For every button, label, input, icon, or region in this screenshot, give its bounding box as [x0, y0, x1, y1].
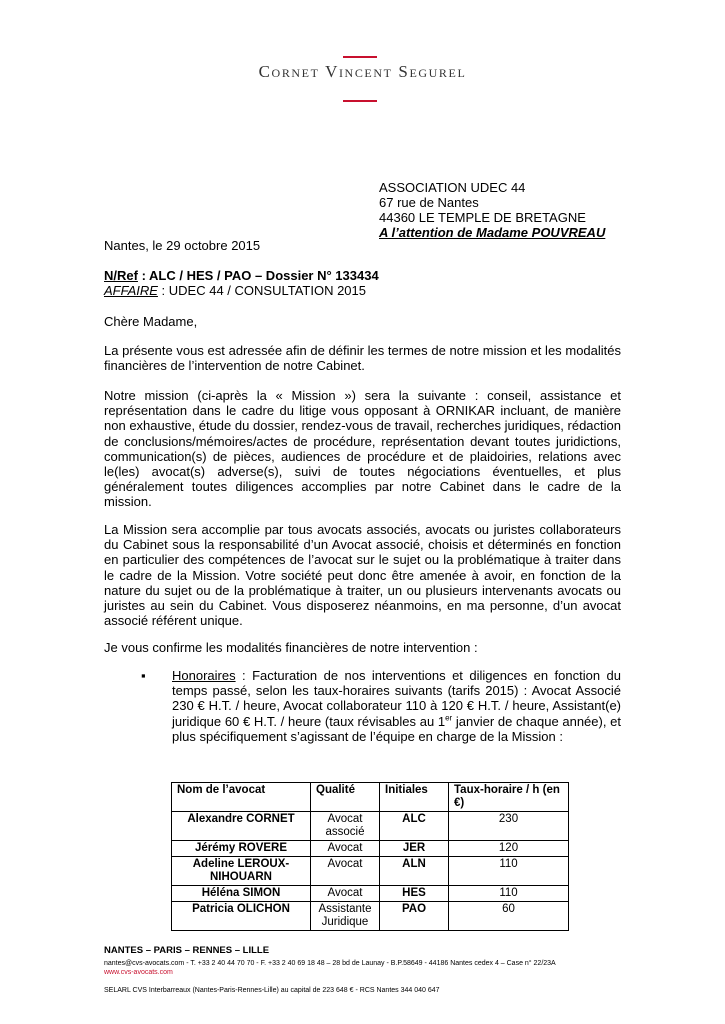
logo-top-rule [343, 56, 377, 58]
bullet-marker: ▪ [141, 668, 146, 683]
cell-qualite: Assistante Juridique [311, 902, 380, 931]
affaire-value: : UDEC 44 / CONSULTATION 2015 [157, 283, 366, 298]
cell-initiales: ALC [380, 812, 449, 841]
cell-initiales: ALN [380, 857, 449, 886]
ref-label: N/Ref [104, 268, 138, 283]
table-row [172, 857, 569, 886]
cell-name: Héléna SIMON [172, 886, 311, 902]
fees-sup: er [445, 713, 453, 723]
table-row [172, 841, 569, 857]
table-row [172, 902, 569, 931]
table-header-row [172, 783, 569, 812]
date-line: Nantes, le 29 octobre 2015 [104, 238, 261, 253]
cell-taux: 110 [449, 857, 569, 886]
cell-initiales: JER [380, 841, 449, 857]
recipient-address [379, 180, 605, 240]
footer-website-link[interactable]: www.cvs-avocats.com [104, 969, 173, 976]
ref-value: : ALC / HES / PAO – Dossier N° 133434 [137, 268, 379, 283]
logo-bottom-rule [343, 100, 377, 102]
reference-line [104, 268, 379, 283]
fees-text-a: : Facturation de nos interventions et diligences en fonction du temps passé, selon les taux-horaires suivants (tarifs 2015) : Avocat Associé 230 € H.T. / heure, Avocat collaborateur 110 à 120 € H.T. / heure, Assistant(e) juridique 60 € H.T. / heure (taux révisables au 1 [172, 668, 621, 729]
header-taux: Taux-horaire / h (en €) [449, 783, 569, 812]
cell-name: Jérémy ROVERE [172, 841, 311, 857]
salutation: Chère Madame, [104, 314, 198, 329]
header-initiales: Initiales [380, 783, 449, 812]
cell-name: Adeline LEROUX-NIHOUARN [172, 857, 311, 886]
cell-initiales: HES [380, 886, 449, 902]
firm-logo: Cornet Vincent Segurel [258, 62, 467, 81]
paragraph-2: Notre mission (ci-après la « Mission ») sera la suivante : conseil, assistance et représentation dans le cadre du litige vous opposant à ORNIKAR incluant, de manière non exhaustive, étude du dossier, rendez-vous de travail, recherches juridiques, rédaction de conclusions/mémoires/actes de procédure, représentation devant toutes juridictions, communication(s) de pièces, audiences de procédure et de plaidoiries, relations avec le(les) avocat(s) adverse(s), suivi de toutes négociations éventuelles, et plus généralement toutes diligences accomplies par notre Cabinet dans le cadre de la mission. [104, 388, 621, 510]
fees-paragraph [172, 668, 621, 744]
fees-text-b: janvier de chaque année), et plus spécifiquement s’agissant de l’équipe en charge de la Mission : [172, 713, 621, 744]
table-row [172, 886, 569, 902]
cell-qualite: Avocat [311, 841, 380, 857]
footer-contact: nantes@cvs-avocats.com - T. +33 2 40 44 70 70 - F. +33 2 40 69 18 48 – 28 bd de Launay - B.P.58649 - 44186 Nantes cedex 4 – Case n° 22/23A [104, 960, 556, 967]
paragraph-4: Je vous confirme les modalités financières de notre intervention : [104, 640, 478, 655]
table-row [172, 812, 569, 841]
footer-cities: NANTES – PARIS – RENNES – LILLE [104, 945, 270, 956]
header-qualite: Qualité [311, 783, 380, 812]
cell-name: Alexandre CORNET [172, 812, 311, 841]
cell-name: Patricia OLICHON [172, 902, 311, 931]
cell-qualite: Avocat associé [311, 812, 380, 841]
cell-taux: 60 [449, 902, 569, 931]
cell-qualite: Avocat [311, 857, 380, 886]
recipient-line3: 44360 LE TEMPLE DE BRETAGNE [379, 210, 586, 225]
cell-qualite: Avocat [311, 886, 380, 902]
fees-table [171, 782, 569, 931]
affaire-line [104, 283, 366, 298]
header-name: Nom de l’avocat [172, 783, 311, 812]
affaire-label: AFFAIRE [104, 283, 158, 298]
recipient-line1: ASSOCIATION UDEC 44 [379, 180, 526, 195]
fees-label: Honoraires [172, 668, 236, 683]
cell-taux: 120 [449, 841, 569, 857]
recipient-attention: A l’attention de Madame POUVREAU [379, 225, 606, 240]
cell-taux: 230 [449, 812, 569, 841]
paragraph-1: La présente vous est adressée afin de définir les termes de notre mission et les modalités financières de l’intervention de notre Cabinet. [104, 343, 621, 374]
cell-taux: 110 [449, 886, 569, 902]
cell-initiales: PAO [380, 902, 449, 931]
footer-legal: SELARL CVS Interbarreaux (Nantes-Paris-Rennes-Lille) au capital de 223 648 € - RCS Nantes 344 040 647 [104, 987, 440, 994]
paragraph-3: La Mission sera accomplie par tous avocats associés, avocats ou juristes collaborateurs du Cabinet sous la responsabilité d’un Avocat associé, choisis et déterminés en fonction en particulier des compétences de l’avocat sur le sujet ou la problématique à traiter dans le cadre de la Mission. Votre société peut donc être amenée à avoir, en fonction de la nature du sujet ou de la problématique à traiter, un ou plusieurs intervenants avocats ou juristes au sein du Cabinet. Vous disposerez néanmoins, en ma personne, d’un avocat associé référent unique. [104, 522, 621, 629]
recipient-line2: 67 rue de Nantes [379, 195, 479, 210]
